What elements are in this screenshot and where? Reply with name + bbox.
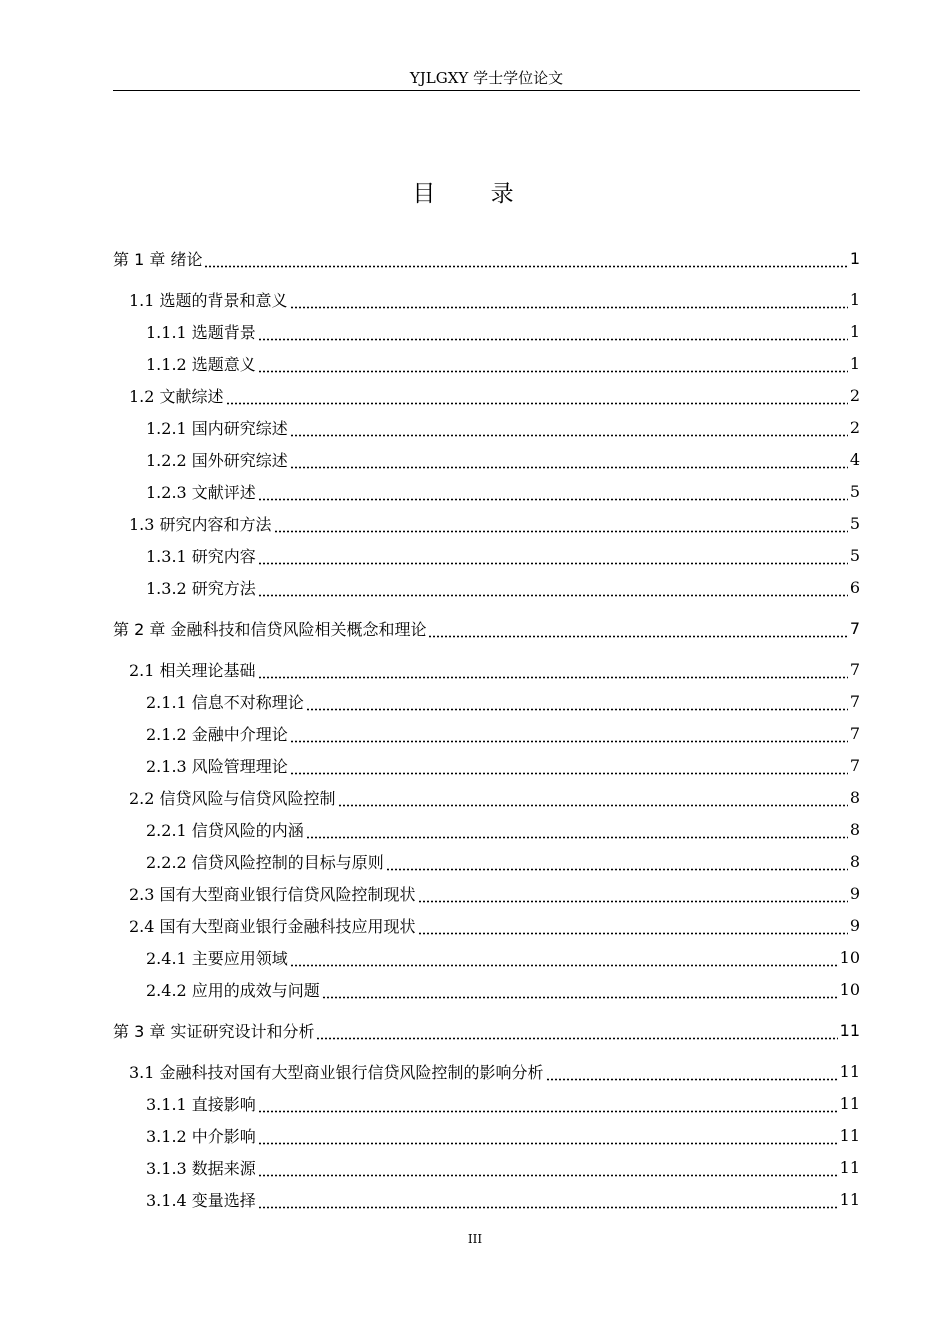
toc-entry-label: 3.1.1 直接影响: [146, 1094, 256, 1114]
toc-leader-dots: [428, 621, 847, 639]
toc-entry-label: 2.2 信贷风险与信贷风险控制: [129, 788, 336, 808]
toc-entry-page: 1: [849, 321, 860, 341]
toc-entry-page: 5: [849, 545, 860, 565]
toc-leader-dots: [418, 886, 848, 904]
toc-entry-page: 11: [839, 1093, 860, 1113]
toc-entry-label: 第 2 章 金融科技和信贷风险相关概念和理论: [113, 619, 427, 639]
toc-entry-page: 7: [849, 618, 860, 638]
toc-entry-label: 1.2 文献综述: [129, 386, 224, 406]
toc-entry[interactable]: [113, 781, 860, 813]
toc-entry-page: 2: [849, 385, 860, 405]
toc-leader-dots: [258, 484, 848, 502]
toc-entry-label: 第 3 章 实证研究设计和分析: [113, 1021, 315, 1041]
toc-entry-label: 3.1 金融科技对国有大型商业银行信贷风险控制的影响分析: [129, 1062, 544, 1082]
toc-leader-dots: [418, 918, 848, 936]
toc-entry[interactable]: [113, 539, 860, 571]
toc-entry[interactable]: [113, 443, 860, 475]
toc-entry-label: 1.3 研究内容和方法: [129, 514, 272, 534]
toc-leader-dots: [258, 324, 848, 342]
toc-entry-page: 11: [839, 1157, 860, 1177]
toc-entry[interactable]: [113, 507, 860, 539]
toc-entry[interactable]: [113, 1087, 860, 1119]
toc-entry-page: 11: [839, 1125, 860, 1145]
toc-leader-dots: [258, 1160, 838, 1178]
toc-entry-page: 5: [849, 513, 860, 533]
toc-entry[interactable]: [113, 845, 860, 877]
toc-entry[interactable]: [113, 315, 860, 347]
toc-entry-page: 1: [849, 289, 860, 309]
toc-leader-dots: [306, 694, 848, 712]
toc-leader-dots: [290, 726, 848, 744]
toc-entry-label: 1.1.1 选题背景: [146, 322, 256, 342]
toc-leader-dots: [386, 854, 848, 872]
toc-leader-dots: [290, 292, 848, 310]
toc-entry-label: 2.4 国有大型商业银行金融科技应用现状: [129, 916, 416, 936]
toc-entry[interactable]: [113, 411, 860, 443]
toc-leader-dots: [258, 356, 848, 374]
toc-entry-page: 2: [849, 417, 860, 437]
toc-entry[interactable]: [113, 813, 860, 845]
toc-entry[interactable]: [113, 685, 860, 717]
toc-entry[interactable]: [113, 379, 860, 411]
toc-entry-page: 8: [849, 851, 860, 871]
toc-entry-page: 10: [839, 979, 860, 999]
toc-entry-label: 1.1 选题的背景和意义: [129, 290, 288, 310]
toc-leader-dots: [258, 580, 848, 598]
toc-entry-page: 10: [839, 947, 860, 967]
toc-leader-dots: [546, 1064, 838, 1082]
toc-entry[interactable]: [113, 749, 860, 781]
toc-entry[interactable]: [113, 1119, 860, 1151]
toc-entry-page: 11: [839, 1189, 860, 1209]
toc-entry-label: 1.2.3 文献评述: [146, 482, 256, 502]
toc-entry-label: 3.1.3 数据来源: [146, 1158, 256, 1178]
toc-entry-label: 2.3 国有大型商业银行信贷风险控制现状: [129, 884, 416, 904]
toc-entry[interactable]: [113, 877, 860, 909]
toc-leader-dots: [290, 950, 838, 968]
toc-entry-label: 2.4.2 应用的成效与问题: [146, 980, 320, 1000]
toc-entry-label: 2.2.1 信贷风险的内涵: [146, 820, 304, 840]
toc-entry-page: 4: [849, 449, 860, 469]
toc-leader-dots: [306, 822, 848, 840]
toc-entry-page: 6: [849, 577, 860, 597]
toc-entry[interactable]: [113, 571, 860, 603]
toc-leader-dots: [258, 1128, 838, 1146]
toc-leader-dots: [258, 1096, 838, 1114]
toc-entry-label: 3.1.4 变量选择: [146, 1190, 256, 1210]
toc-leader-dots: [258, 1192, 838, 1210]
toc-entry-page: 5: [849, 481, 860, 501]
toc-leader-dots: [290, 758, 848, 776]
toc-entry[interactable]: [113, 1055, 860, 1087]
toc-leader-dots: [316, 1023, 837, 1041]
toc-entry-page: 9: [849, 883, 860, 903]
toc-entry-label: 2.1.2 金融中介理论: [146, 724, 288, 744]
toc-entry-label: 第 1 章 绪论: [113, 249, 203, 269]
toc-entry-label: 2.1.3 风险管理理论: [146, 756, 288, 776]
toc-entry[interactable]: [113, 1014, 860, 1046]
toc-leader-dots: [290, 452, 848, 470]
running-header: YJLGXY 学士学位论文: [113, 66, 860, 91]
toc-entry[interactable]: [113, 347, 860, 379]
toc-entry-page: 1: [849, 248, 860, 268]
toc-entry-label: 2.1 相关理论基础: [129, 660, 256, 680]
toc-entry[interactable]: [113, 1183, 860, 1215]
toc-leader-dots: [274, 516, 848, 534]
toc-entry-page: 8: [849, 819, 860, 839]
toc-entry-page: 7: [849, 755, 860, 775]
toc-entry[interactable]: [113, 612, 860, 644]
toc-entry-page: 11: [839, 1061, 860, 1081]
toc-entry-page: 11: [839, 1020, 860, 1040]
toc-entry[interactable]: [113, 475, 860, 507]
toc-entry-label: 2.2.2 信贷风险控制的目标与原则: [146, 852, 384, 872]
toc-entry-label: 3.1.2 中介影响: [146, 1126, 256, 1146]
toc-entry[interactable]: [113, 1151, 860, 1183]
toc-entry[interactable]: [113, 283, 860, 315]
toc-entry-label: 1.3.1 研究内容: [146, 546, 256, 566]
toc-entry-page: 7: [849, 691, 860, 711]
toc-leader-dots: [258, 548, 848, 566]
toc-entry-page: 7: [849, 659, 860, 679]
toc-entry-label: 1.2.2 国外研究综述: [146, 450, 288, 470]
toc-entry-page: 1: [849, 353, 860, 373]
toc-entry-page: 8: [849, 787, 860, 807]
toc-leader-dots: [290, 420, 848, 438]
toc-entry-page: 9: [849, 915, 860, 935]
toc-entry[interactable]: [113, 242, 860, 274]
toc-entry-label: 2.1.1 信息不对称理论: [146, 692, 304, 712]
toc-entry[interactable]: [113, 909, 860, 941]
toc-entry[interactable]: [113, 717, 860, 749]
toc-entry[interactable]: [113, 653, 860, 685]
toc-entry[interactable]: [113, 973, 860, 1005]
toc-leader-dots: [322, 982, 838, 1000]
toc-entry-label: 1.1.2 选题意义: [146, 354, 256, 374]
toc-entry-label: 1.3.2 研究方法: [146, 578, 256, 598]
toc-leader-dots: [258, 662, 848, 680]
toc-entry-label: 1.2.1 国内研究综述: [146, 418, 288, 438]
toc-entry[interactable]: [113, 941, 860, 973]
toc-leader-dots: [204, 251, 847, 269]
toc-leader-dots: [226, 388, 848, 406]
toc-leader-dots: [338, 790, 848, 808]
toc-title: 目 录: [412, 181, 538, 207]
toc-entry-page: 7: [849, 723, 860, 743]
toc-entry-label: 2.4.1 主要应用领域: [146, 948, 288, 968]
page-number: III: [467, 1232, 483, 1246]
